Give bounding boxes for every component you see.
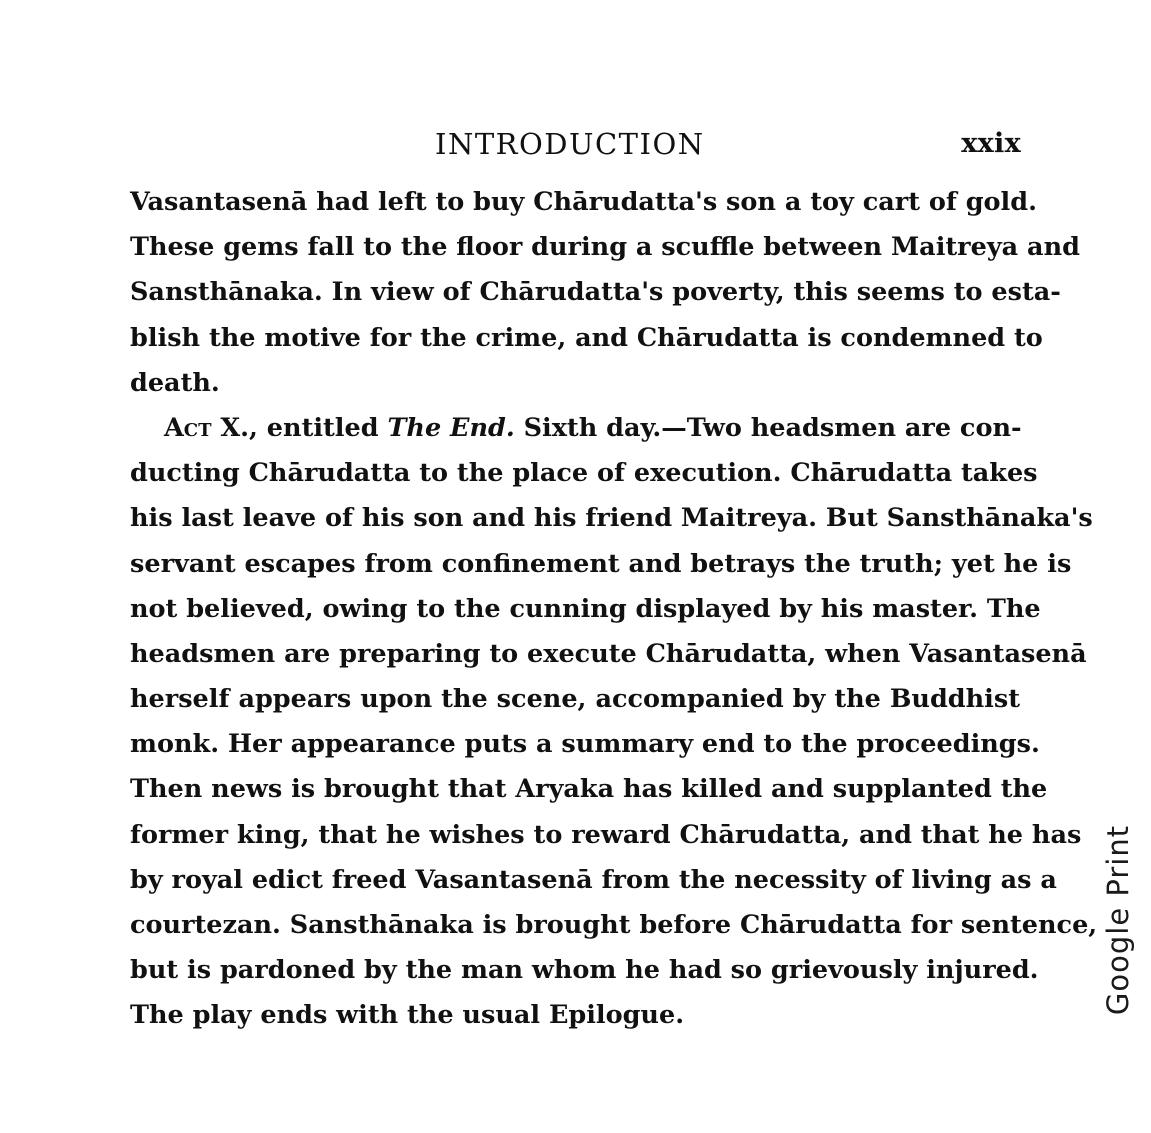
text-line: not believed, owing to the cunning displayed by his master. The — [130, 593, 1041, 624]
text-line: his last leave of his son and his friend Maitreya. But Sansthānaka's — [130, 503, 1093, 534]
text-line: monk. Her appearance puts a summary end to the proceedings. — [130, 729, 1040, 760]
act-label: Act X. — [164, 412, 250, 443]
text-line: courtezan. Sansthānaka is brought before Chārudatta for sentence, — [130, 910, 1098, 940]
text-line: These gems fall to the floor during a scuffle between Maitreya and — [130, 232, 1080, 263]
text-line: Sansthānaka. In view of Chārudatta's poverty, this seems to esta- — [130, 277, 1061, 308]
text-line: herself appears upon the scene, accompanied by the Buddhist — [130, 684, 1020, 715]
paragraph-2 — [130, 406, 1098, 1039]
text-line: The play ends with the usual Epilogue. — [130, 1000, 685, 1031]
play-title: The End. — [387, 412, 515, 443]
text-line: death. — [130, 367, 220, 398]
text-line: but is pardoned by the man whom he had so grievously injured. — [130, 955, 1039, 986]
text-line: blish the motive for the crime, and Chārudatta is condemned to — [130, 322, 1043, 353]
text-line: by royal edict freed Vasantasenā from the necessity of living as a — [130, 864, 1057, 895]
text-line — [130, 406, 1020, 451]
text-line: headsmen are preparing to execute Chārudatta, when Vasantasenā — [130, 638, 1087, 669]
page-number: xxix — [961, 128, 1021, 159]
body-text — [130, 180, 1098, 1039]
text-line: former king, that he wishes to reward Chārudatta, and that he has — [130, 819, 1082, 850]
page-header — [130, 122, 1025, 166]
running-title: INTRODUCTION — [435, 127, 705, 161]
text-line: Then news is brought that Aryaka has killed and supplanted the — [130, 774, 1048, 805]
watermark-text: Google Print — [1101, 824, 1135, 1016]
paragraph-1 — [130, 180, 1080, 406]
google-print-watermark — [1092, 820, 1144, 1020]
text-line: servant escapes from confinement and betrays the truth; yet he is — [130, 548, 1072, 579]
first-line-rest: Sixth day.—Two headsmen are con- — [514, 412, 1022, 443]
text-line: ducting Chārudatta to the place of execution. Chārudatta takes — [130, 458, 1038, 489]
text-line: Vasantasenā had left to buy Chārudatta's son a toy cart of gold. — [130, 187, 1037, 217]
entitled-text: , entitled — [249, 412, 388, 443]
